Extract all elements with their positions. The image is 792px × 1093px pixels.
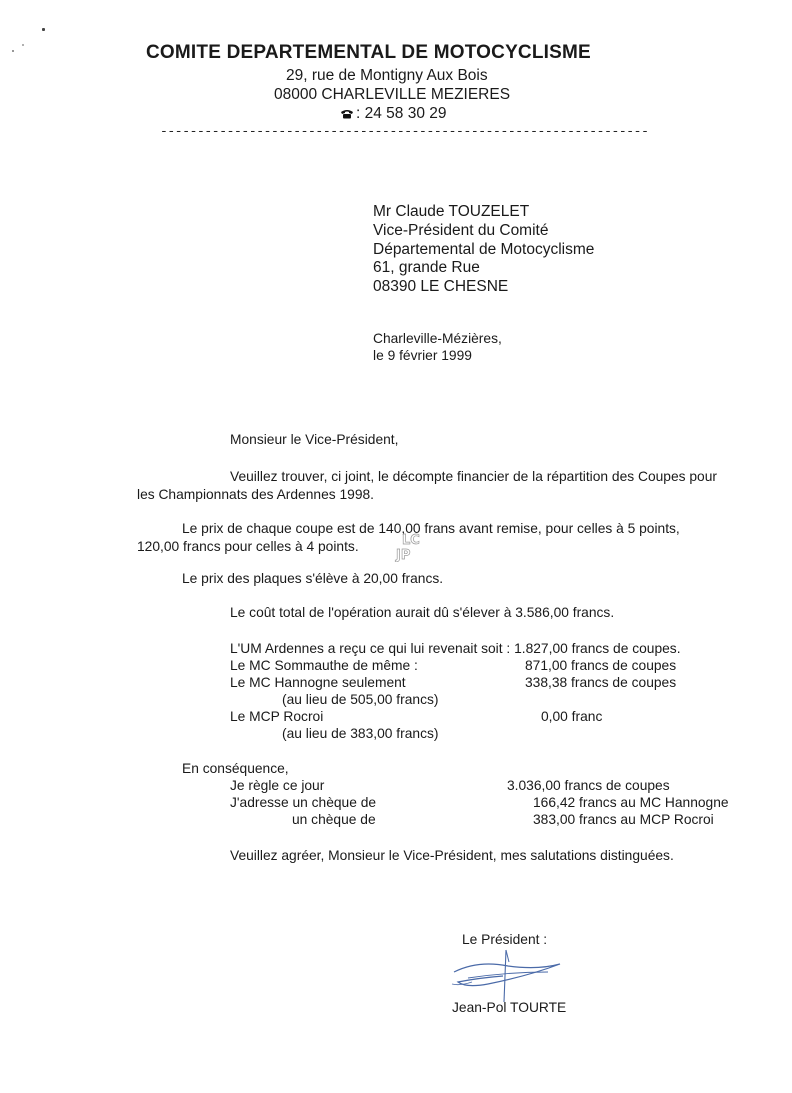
paragraph-1-line-1: Veuillez trouver, ci joint, le décompte financier de la répartition des Coupes pour [230,469,718,484]
scan-speck [22,44,24,46]
recipient-title-line1: Vice-Président du Comité [373,222,549,239]
consequence-amount: 3.036,00 francs de coupes [507,778,670,793]
paragraph-2-line-1: Le prix de chaque coupe est de 140,00 frans avant remise, pour celles à 5 points, [182,521,680,536]
scan-speck [12,50,14,52]
organization-name: COMITE DEPARTEMENTAL DE MOTOCYCLISME [146,42,591,63]
consequence-label: Je règle ce jour [230,778,325,793]
paragraph-3: Le prix des plaques s'élève à 20,00 francs. [182,571,444,586]
distribution-amount: 871,00 francs de coupes [525,658,677,673]
paragraph-4: Le coût total de l'opération aurait dû s'élever à 3.586,00 francs. [230,605,615,620]
paragraph-2-line-2: 120,00 francs pour celles à 4 points. [137,539,359,554]
recipient-title-line2: Départemental de Motocyclisme [373,241,595,258]
header-phone [340,104,447,123]
paragraph-1-line-2: les Championnats des Ardennes 1998. [137,487,375,502]
distribution-note: (au lieu de 505,00 francs) [282,692,439,707]
stamp-line-2: JP [396,548,411,562]
scan-speck [42,28,45,31]
stamp-line-1: LC [402,533,420,548]
distribution-intro: L'UM Ardennes a reçu ce qui lui revenait soit : 1.827,00 francs de coupes. [230,641,681,656]
stamp-mark [380,530,422,562]
phone-number: : 24 58 30 29 [356,105,447,122]
telephone-icon [340,109,354,119]
closing-formula: Veuillez agréer, Monsieur le Vice-Président, mes salutations distinguées. [230,848,674,863]
distribution-amount: 338,38 francs de coupes [525,675,677,690]
header-street: 29, rue de Montigny Aux Bois [286,67,488,84]
signature-role: Le Président : [462,932,548,947]
distribution-club: Le MC Sommauthe de même : [230,658,418,673]
distribution-amount: 0,00 franc [541,709,603,724]
letter-date: le 9 février 1999 [373,348,472,363]
distribution-club: Le MC Hannogne seulement [230,675,406,690]
consequence-label: un chèque de [292,812,376,827]
signatory-name: Jean-Pol TOURTE [452,1000,567,1015]
header-city: 08000 CHARLEVILLE MEZIERES [274,86,511,103]
distribution-note: (au lieu de 383,00 francs) [282,726,439,741]
recipient-street: 61, grande Rue [373,259,480,276]
consequence-intro: En conséquence, [182,761,289,776]
letter-place: Charleville-Mézières, [373,331,502,346]
recipient-city: 08390 LE CHESNE [373,278,509,295]
consequence-amount: 383,00 francs au MCP Rocroi [533,812,714,827]
recipient-name: Mr Claude TOUZELET [373,203,530,220]
consequence-amount: 166,42 francs au MC Hannogne [533,795,729,810]
salutation: Monsieur le Vice-Président, [230,432,399,447]
consequence-label: J'adresse un chèque de [230,795,377,810]
header-separator: ------------------------------------------------------------------ [160,124,649,139]
distribution-club: Le MCP Rocroi [230,709,324,724]
